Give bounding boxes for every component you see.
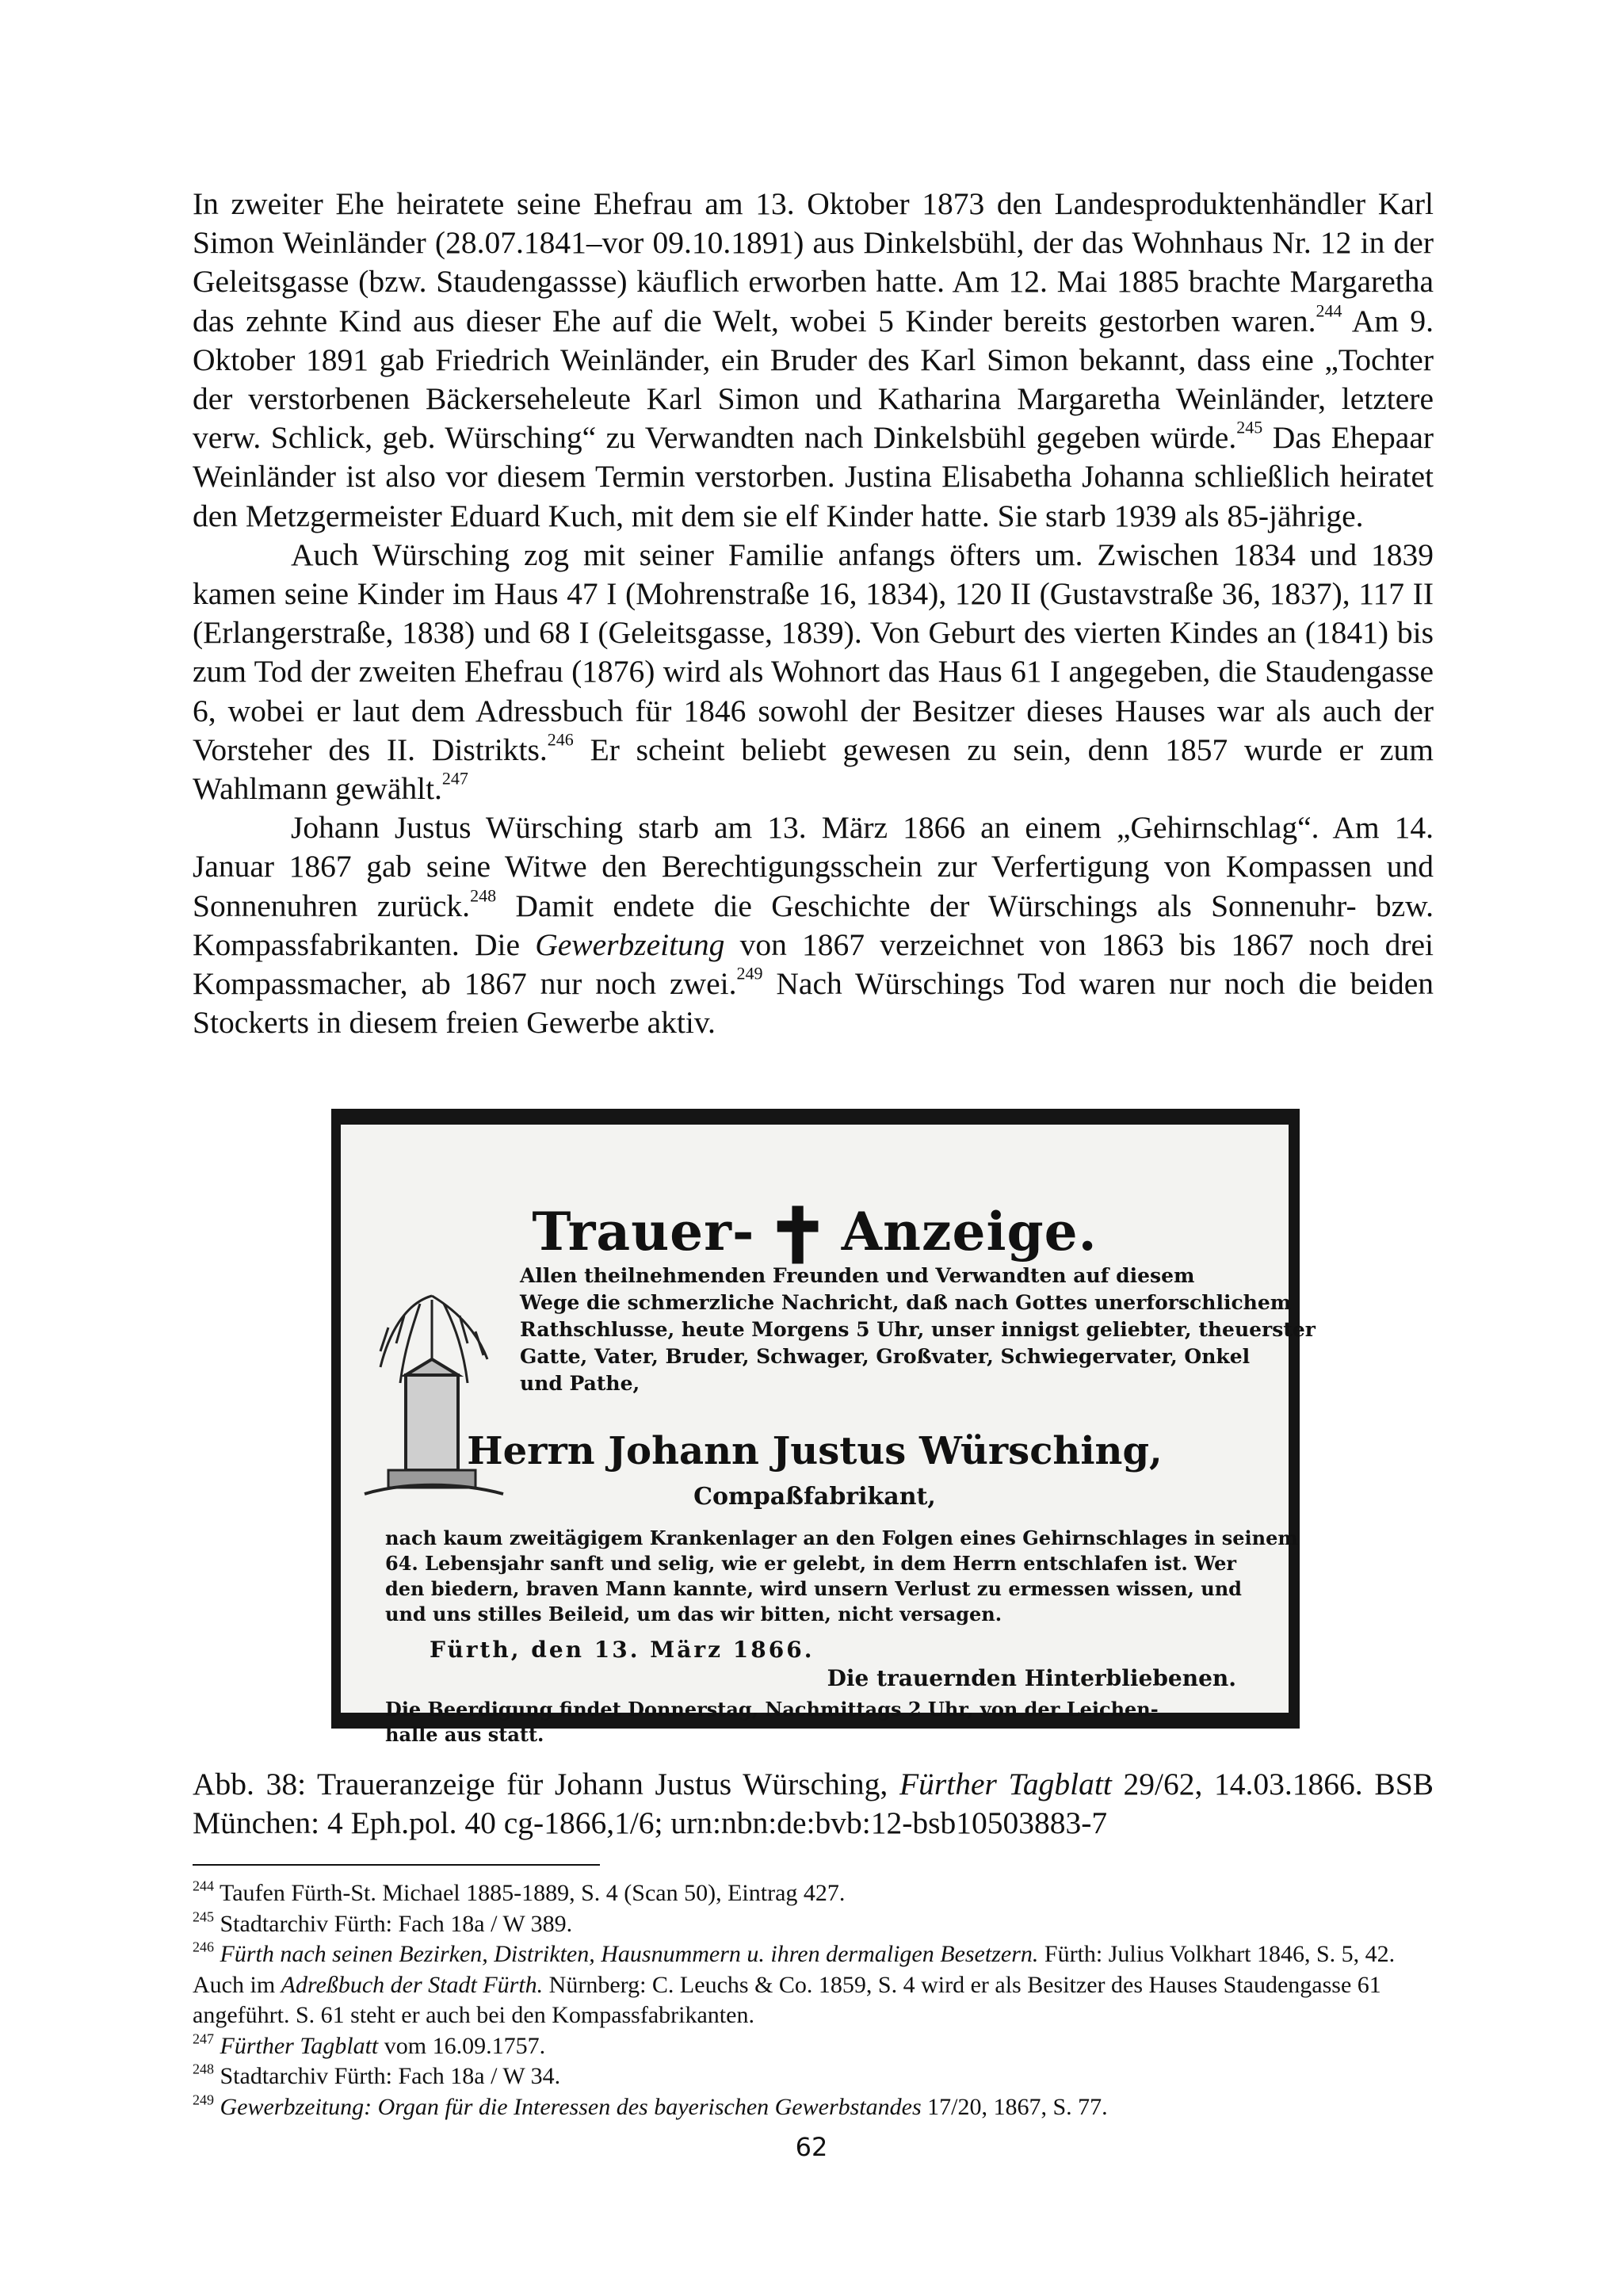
ad-line: nach kaum zweitägigem Krankenlager an den Folgen eines Gehirnschlages in seinem <box>385 1526 1298 1549</box>
paragraph-1 <box>193 185 1434 536</box>
footnote-number: 246 <box>193 1939 214 1955</box>
paragraph-3 <box>193 808 1434 1042</box>
footnote-text: Taufen Fürth-St. Michael 1885-1889, S. 4 (Scan 50), Eintrag 427. <box>219 1880 846 1906</box>
footnotes <box>193 1878 1434 2122</box>
caption-text: Abb. 38: Traueranzeige für Johann Justus Würsching, <box>193 1767 899 1801</box>
text-run: Nach Würschings Tod waren nur noch die beiden Stockerts in diesem freien Gewerbe aktiv. <box>193 966 1434 1041</box>
footnote-number: 244 <box>193 1878 214 1894</box>
footnote <box>193 2031 1434 2062</box>
text-run: Das Ehepaar Weinländer ist also vor diesem Termin verstorben. Justina Elisabetha Johanna schließlich heiratet den Metzgermeister Eduard Kuch, mit dem sie elf Kinder hatte. Sie starb 1939 als 85-jährige. <box>193 420 1434 533</box>
ad-line: Allen theilnehmenden Freunden und Verwandten auf diesem <box>520 1264 1195 1287</box>
footnote-number: 249 <box>193 2091 214 2107</box>
figure-caption <box>193 1765 1434 1843</box>
footnote-ref[interactable]: 245 <box>1236 417 1263 437</box>
footnote-text: Fürth: Julius Volkhart 1846, S. 5, 42. Auch im <box>193 1941 1396 1998</box>
text-run: Damit endete die Geschichte der Würschings als Sonnenuhr- bzw. Kompassfabrikanten. Die <box>193 888 1434 962</box>
footnote-text: Stadtarchiv Fürth: Fach 18a / W 34. <box>220 2063 561 2089</box>
footnote-text: Nürnberg: C. Leuchs & Co. 1859, S. 4 wird er als Besitzer des Hauses Staudengasse 61 angeführt. S. 61 steht er auch bei den Kompassfabrikanten. <box>193 1971 1381 2028</box>
caption-text: 29/62, 14.03.1866. BSB München: 4 Eph.pol. 40 cg-1866,1/6; urn:nbn:de:bvb:12-bsb10503883-7 <box>193 1767 1434 1840</box>
text-run: Er scheint beliebt gewesen zu sein, denn 1857 wurde er zum Wahlmann gewählt. <box>193 732 1434 807</box>
footnote <box>193 1939 1434 2031</box>
footnote-ref[interactable]: 247 <box>441 768 468 789</box>
ad-place-date: Fürth, den 13. März 1866. <box>430 1637 815 1663</box>
footnote-separator <box>193 1864 600 1866</box>
ad-line: und uns stilles Beileid, um das wir bitten, nicht versagen. <box>385 1603 1002 1626</box>
italic-title: Gewerbzeitung <box>535 926 725 962</box>
footnote-number: 247 <box>193 2030 214 2046</box>
ad-line: und Pathe, <box>520 1372 640 1395</box>
ad-signature: Die trauernden Hinterbliebenen. <box>827 1665 1236 1691</box>
footnote-ref[interactable]: 246 <box>547 729 574 750</box>
deceased-name: Herrn Johann Justus Würsching, <box>467 1429 1163 1473</box>
ad-title-right: Anzeige. <box>841 1201 1098 1263</box>
footnote <box>193 2061 1434 2092</box>
ad-line: Gatte, Vater, Bruder, Schwager, Großvater, Schwiegervater, Onkel <box>520 1345 1251 1368</box>
footnote-italic: Adreßbuch der Stadt Fürth. <box>281 1971 544 1998</box>
ad-line: Rathschlusse, heute Morgens 5 Uhr, unser innigst geliebter, theuerster <box>520 1318 1316 1341</box>
footnote <box>193 1909 1434 1940</box>
caption-italic: Fürther Tagblatt <box>899 1767 1112 1801</box>
footnote-italic: Fürther Tagblatt <box>220 2032 379 2059</box>
footnote-number: 245 <box>193 1908 214 1924</box>
footnote-italic: Gewerbzeitung: Organ für die Interessen des bayerischen Gewerbstandes <box>220 2093 922 2120</box>
footnote-ref[interactable]: 244 <box>1316 300 1342 320</box>
ad-line: den biedern, braven Mann kannte, wird unsern Verlust zu ermessen wissen, und <box>385 1577 1242 1600</box>
deceased-occupation: Compaßfabrikant, <box>693 1483 936 1511</box>
footnote-ref[interactable]: 248 <box>470 884 497 905</box>
paragraph-2 <box>193 536 1434 808</box>
ad-line: Wege die schmerzliche Nachricht, daß nach Gottes unerforschlichem <box>520 1291 1292 1314</box>
footnote <box>193 2092 1434 2123</box>
text-run: Am 9. Oktober 1891 gab Friedrich Weinländer, ein Bruder des Karl Simon bekannt, dass eine „Tochter der verstorbenen Bäckerseheleute Karl Simon und Katharina Margaretha Weinländer, letztere verw. Schlick, geb. Würsching“ zu Verwandten nach Dinkelsbühl gegeben würde. <box>193 303 1434 456</box>
ad-intro <box>520 1263 1316 1397</box>
ad-title-left: Trauer- <box>532 1201 755 1263</box>
page-number: 62 <box>795 2132 828 2162</box>
footnote-text: vom 16.09.1757. <box>378 2032 546 2059</box>
ad-line: Die Beerdigung findet Donnerstag, Nachmittags 2 Uhr, von der Leichen- <box>385 1698 1159 1721</box>
body-text <box>193 185 1434 1042</box>
ad-body <box>385 1526 1298 1627</box>
footnote-number: 248 <box>193 2061 214 2077</box>
footnote <box>193 1878 1434 1909</box>
footnote-ref[interactable]: 249 <box>736 963 763 984</box>
text-run: Johann Justus Würsching starb am 13. März 1866 an einem „Gehirnschlag“. Am 14. Januar 1867 gab seine Witwe den Berechtigungsschein zur Verfertigung von Kompassen und Sonnenuhren zurück. <box>193 810 1434 923</box>
footnote-italic: Fürth nach seinen Bezirken, Distrikten, Hausnummern u. ihren dermaligen Besetzern. <box>220 1941 1039 1967</box>
memorial-illustration <box>357 1280 507 1510</box>
text-run: Auch Würsching zog mit seiner Familie anfangs öfters um. Zwischen 1834 und 1839 kamen seine Kinder im Haus 47 I (Mohrenstraße 16, 1834), 120 II (Gustavstraße 36, 1837), 117 II (Erlangerstraße, 1838) und 68 I (Geleitsgasse, 1839). Von Geburt des vierten Kindes an (1841) bis zum Tod der zweiten Ehefrau (1876) wird als Wohnort das Haus 61 I angegeben, die Staudengasse 6, wobei er laut dem Adressbuch für 1846 sowohl der Besitzer dieses Hauses war als auch der Vorsteher des II. Distrikts. <box>193 537 1434 767</box>
obituary-figure <box>331 1109 1316 1746</box>
text-run: In zweiter Ehe heiratete seine Ehefrau am 13. Oktober 1873 den Landesproduktenhändler Karl Simon Weinländer (28.07.1841–vor 09.10.1891) aus Dinkelsbühl, der das Wohnhaus Nr. 12 in der Geleitsgasse (bzw. Staudengassse) käuflich erworben hatte. Am 12. Mai 1885 brachte Margaretha das zehnte Kind aus dieser Ehe auf die Welt, wobei 5 Kinder bereits gestorben waren. <box>193 186 1434 338</box>
ad-line: 64. Lebensjahr sanft und selig, wie er gelebt, in dem Herrn entschlafen ist. Wer <box>385 1552 1236 1575</box>
footnote-text: Stadtarchiv Fürth: Fach 18a / W 389. <box>220 1910 573 1937</box>
text-run: von 1867 verzeichnet von 1863 bis 1867 noch drei Kompassmacher, ab 1867 nur noch zwei. <box>193 926 1434 1002</box>
footnote-text: 17/20, 1867, S. 77. <box>921 2093 1108 2120</box>
cross-icon: ✝ <box>766 1191 831 1281</box>
ad-line: halle aus statt. <box>385 1723 544 1746</box>
ad-funeral-notice <box>385 1697 1265 1748</box>
